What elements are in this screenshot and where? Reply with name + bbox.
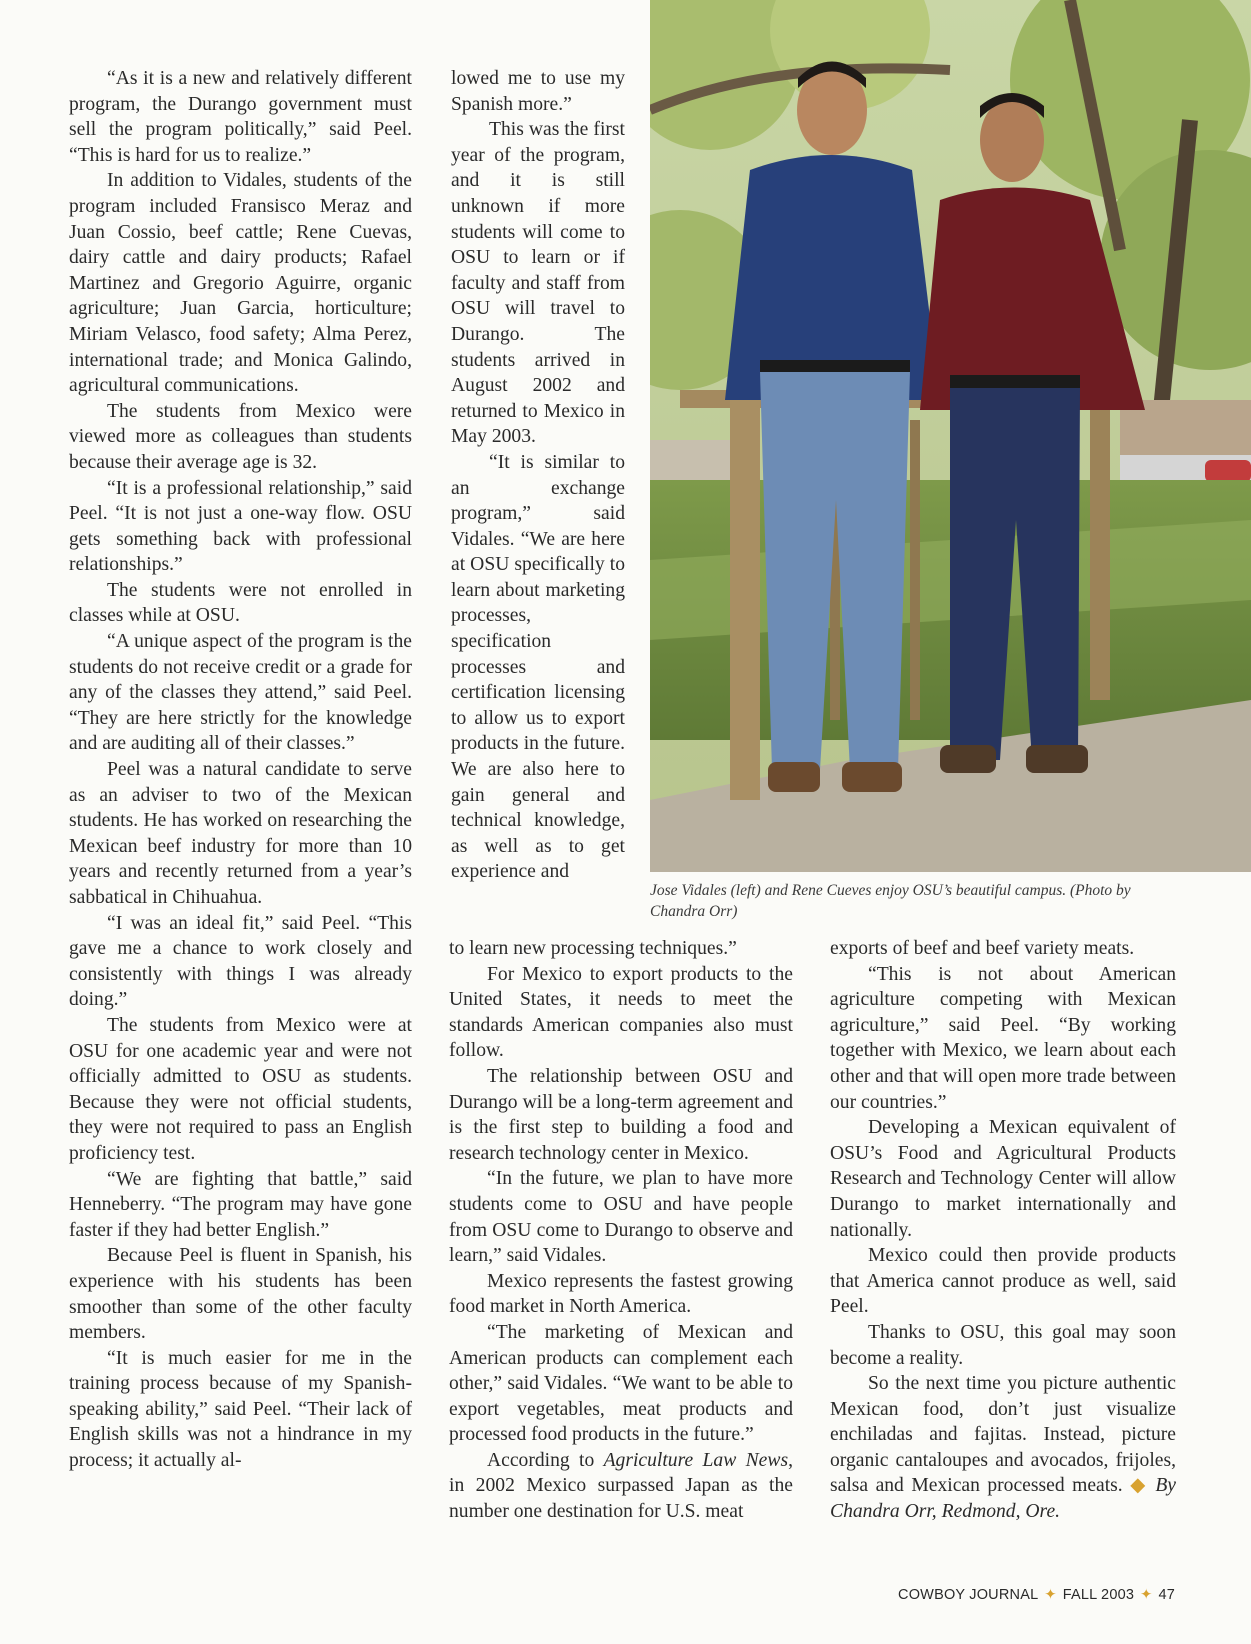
byline: By Chandra Orr, Redmond, Ore. <box>830 1475 1176 1523</box>
paragraph <box>830 1371 1176 1525</box>
footer-separator-icon: ✦ <box>1044 1587 1057 1603</box>
article-column-3 <box>830 936 1176 1525</box>
footer-separator-icon: ✦ <box>1140 1587 1153 1603</box>
paragraph-text: According to <box>487 1449 604 1471</box>
article-column-1 <box>69 66 412 1474</box>
paragraph: Mexico represents the fastest growing food market in North America. <box>449 1270 793 1318</box>
article-column-2-bottom <box>449 936 793 1525</box>
paragraph: “In the future, we plan to have more students come to OSU and have people from OSU come to Durango to observe and learn,” said Vidales. <box>449 1168 793 1267</box>
paragraph: This was the first year of the program, and it is still unknown if more students will come to OSU to learn or if faculty and staff from OSU will travel to Durango. The students arrived in August 2002 and returned to Mexico in May 2003. <box>451 119 625 448</box>
paragraph: Thanks to OSU, this goal may soon become a reality. <box>830 1321 1176 1369</box>
paragraph: “I was an ideal fit,” said Peel. “This gave me a chance to work closely and consistently with things I was already doing.” <box>69 912 412 1011</box>
article-photo <box>650 0 1251 872</box>
paragraph: Peel was a natural candidate to serve as an adviser to two of the Mexican students. He has worked on researching the Mexican beef industry for more than 10 years and recently returned from a year’s sabbatical in Chihuahua. <box>69 759 412 908</box>
paragraph: Developing a Mexican equivalent of OSU’s Food and Agricultural Products Research and Technology Center will allow Durango to market internationally and nationally. <box>830 1117 1176 1241</box>
paragraph: “It is similar to an exchange program,” said Vidales. “We are here at OSU specifically to learn about marketing processes, specification processes and certification licensing to allow us to export products in the future. We are also here to gain general and technical knowledge, as well as to get experience and <box>451 451 625 883</box>
paragraph: The relationship between OSU and Durango will be a long-term agreement and is the first step to building a food and research technology center in Mexico. <box>449 1065 793 1164</box>
paragraph: Because Peel is fluent in Spanish, his experience with his students has been smoother than some of the other faculty members. <box>69 1245 412 1344</box>
paragraph: “A unique aspect of the program is the students do not receive credit or a grade for any of the classes they attend,” said Peel. “They are here strictly for the knowledge and are auditing all of their classes.” <box>69 631 412 755</box>
paragraph: For Mexico to export products to the United States, it needs to meet the standards American companies also must follow. <box>449 963 793 1062</box>
issue-name: FALL 2003 <box>1062 1587 1135 1603</box>
article-column-2-top <box>451 66 625 885</box>
paragraph: exports of beef and beef variety meats. <box>830 938 1135 959</box>
paragraph: “As it is a new and relatively different program, the Durango government must sell the program politically,” said Peel. “This is hard for us to realize.” <box>69 68 412 166</box>
paragraph: lowed me to use my Spanish more.” <box>451 68 625 115</box>
paragraph: to learn new processing techniques.” <box>449 938 737 959</box>
paragraph: “It is much easier for me in the training process because of my Spanish-speaking ability,” said Peel. “Their lack of English skills was not a hindrance in my process; it actually al- <box>69 1347 412 1472</box>
paragraph: In addition to Vidales, students of the program included Fransisco Meraz and Juan Cossio, beef cattle; Rene Cuevas, dairy cattle and dairy products; Rafael Martinez and Gregorio Aguirre, organic agriculture; Juan Garcia, horticulture; Miriam Velasco, food safety; Alma Perez, international trade; and Monica Galindo, agricultural communications. <box>69 170 412 397</box>
paragraph: “It is a professional relationship,” said Peel. “It is not just a one-way flow. OSU gets something back with professional relationships.” <box>69 477 412 576</box>
paragraph: The students from Mexico were viewed more as colleagues than students because their average age is 32. <box>69 400 412 473</box>
paragraph: Mexico could then provide products that America cannot produce as well, said Peel. <box>830 1245 1176 1318</box>
paragraph: “The marketing of Mexican and American products can complement each other,” said Vidales. “We want to be able to export vegetables, meat products and processed food products in the future.” <box>449 1321 793 1446</box>
paragraph: “We are fighting that battle,” said Henneberry. “The program may have gone faster if they had better English.” <box>69 1168 412 1241</box>
end-mark-icon: ◆ <box>1130 1475 1148 1497</box>
paragraph-text: , in 2002 Mexico surpassed Japan as the number one destination for U.S. meat <box>449 1449 793 1523</box>
paragraph <box>449 1448 793 1525</box>
paragraph-text: So the next time you picture authentic Mexican food, don’t just visualize enchiladas and fajitas. Instead, picture organic cantaloupes and avocados, frijoles, salsa and Mexican processed meats. <box>830 1373 1176 1497</box>
paragraph: “This is not about American agriculture competing with Mexican agriculture,” said Peel. “By working together with Mexico, we learn about each other and that will open more trade between our countries.” <box>830 963 1176 1113</box>
publication-title: Agriculture Law News <box>603 1449 789 1471</box>
paragraph: The students were not enrolled in classes while at OSU. <box>69 579 412 627</box>
page-number: 47 <box>1158 1587 1175 1603</box>
photo-caption: Jose Vidales (left) and Rene Cueves enjoy OSU’s beautiful campus. (Photo by Chandra Orr) <box>650 882 1131 920</box>
publication-name: COWBOY JOURNAL <box>898 1587 1039 1603</box>
paragraph: The students from Mexico were at OSU for one academic year and were not officially admitted to OSU as students. Because they were not official students, they were not required to pass an English proficiency test. <box>69 1014 412 1164</box>
page-footer <box>898 1587 1175 1603</box>
